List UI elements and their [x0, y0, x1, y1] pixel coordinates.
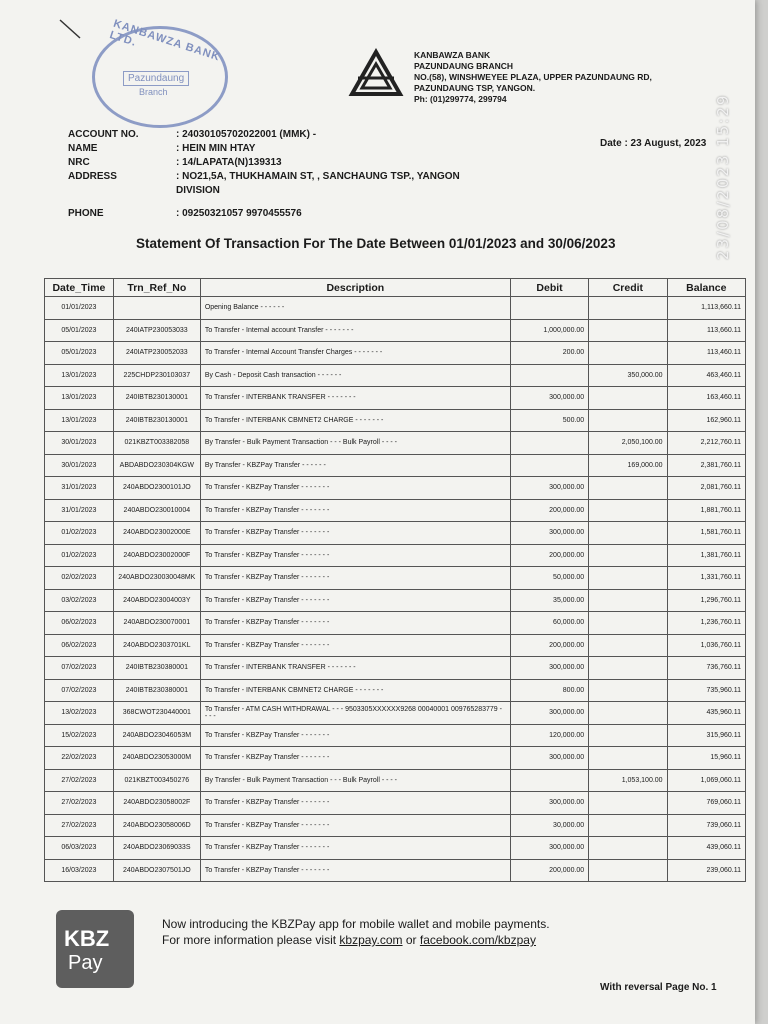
- table-row: [45, 679, 746, 702]
- table-row: [45, 859, 746, 882]
- cell-ref: 240ABDO23004003Y: [113, 589, 200, 612]
- cell-date: 07/02/2023: [45, 679, 114, 702]
- statement-date: Date : 23 August, 2023: [600, 138, 707, 149]
- cell-description: To Transfer - KBZPay Transfer - - - - - - -: [200, 499, 510, 522]
- cell-balance: 735,960.11: [667, 679, 745, 702]
- cell-ref: 021KBZT003450276: [113, 769, 200, 792]
- cell-ref: 240ABDO23046053M: [113, 724, 200, 747]
- cell-description: By Transfer - Bulk Payment Transaction - - - Bulk Payroll - - - -: [200, 432, 510, 455]
- cell-description: By Transfer - Bulk Payment Transaction - - - Bulk Payroll - - - -: [200, 769, 510, 792]
- table-row: [45, 657, 746, 680]
- cell-credit: [589, 589, 667, 612]
- cell-date: 31/01/2023: [45, 499, 114, 522]
- table-row: [45, 837, 746, 860]
- header-balance: Balance: [667, 279, 745, 297]
- table-row: [45, 612, 746, 635]
- promo-line2-mid: or: [402, 933, 420, 947]
- cell-debit: 50,000.00: [510, 567, 588, 590]
- table-row: [45, 454, 746, 477]
- promo-line2: [162, 932, 550, 948]
- cell-debit: [510, 432, 588, 455]
- cell-description: To Transfer - KBZPay Transfer - - - - - - -: [200, 792, 510, 815]
- cell-credit: [589, 747, 667, 770]
- cell-balance: 315,960.11: [667, 724, 745, 747]
- cell-date: 05/01/2023: [45, 319, 114, 342]
- table-row: [45, 724, 746, 747]
- cell-credit: [589, 567, 667, 590]
- cell-debit: 120,000.00: [510, 724, 588, 747]
- table-header-row: [45, 279, 746, 297]
- header-debit: Debit: [510, 279, 588, 297]
- cell-description: To Transfer - Internal Account Transfer Charges - - - - - - -: [200, 342, 510, 365]
- cell-date: 13/02/2023: [45, 702, 114, 725]
- cell-credit: 2,050,100.00: [589, 432, 667, 455]
- cell-description: To Transfer - KBZPay Transfer - - - - - - -: [200, 567, 510, 590]
- cell-credit: [589, 702, 667, 725]
- account-info: [68, 128, 460, 198]
- cell-date: 01/01/2023: [45, 297, 114, 320]
- cell-ref: [113, 297, 200, 320]
- cell-credit: [589, 499, 667, 522]
- cell-date: 06/02/2023: [45, 634, 114, 657]
- header-credit: Credit: [589, 279, 667, 297]
- cell-credit: [589, 319, 667, 342]
- cell-ref: 368CWOT230440001: [113, 702, 200, 725]
- cell-ref: 240ABDO23058006D: [113, 814, 200, 837]
- cell-credit: [589, 387, 667, 410]
- cell-credit: [589, 342, 667, 365]
- cell-balance: 1,296,760.11: [667, 589, 745, 612]
- cell-description: By Cash - Deposit Cash transaction - - - - - -: [200, 364, 510, 387]
- cell-credit: [589, 409, 667, 432]
- cell-description: To Transfer - KBZPay Transfer - - - - - - -: [200, 747, 510, 770]
- cell-ref: 240ABDO230070001: [113, 612, 200, 635]
- cell-credit: 1,053,100.00: [589, 769, 667, 792]
- cell-ref: 240ABDO23069033S: [113, 837, 200, 860]
- cell-debit: [510, 769, 588, 792]
- cell-date: 01/02/2023: [45, 522, 114, 545]
- bank-info: [414, 50, 652, 105]
- cell-credit: [589, 657, 667, 680]
- cell-debit: 200,000.00: [510, 859, 588, 882]
- cell-description: To Transfer - KBZPay Transfer - - - - - - -: [200, 814, 510, 837]
- cell-date: 30/01/2023: [45, 454, 114, 477]
- cell-date: 13/01/2023: [45, 387, 114, 410]
- address-value: : NO21,5A, THUKHAMAIN ST, , SANCHAUNG TSP., YANGON: [176, 171, 460, 182]
- cell-balance: 1,236,760.11: [667, 612, 745, 635]
- statement-title: Statement Of Transaction For The Date Between 01/01/2023 and 30/06/2023: [136, 236, 616, 251]
- cell-date: 16/03/2023: [45, 859, 114, 882]
- table-row: [45, 477, 746, 500]
- cell-debit: 300,000.00: [510, 387, 588, 410]
- cell-date: 27/02/2023: [45, 792, 114, 815]
- table-row: [45, 792, 746, 815]
- cell-description: By Transfer - KBZPay Transfer - - - - - -: [200, 454, 510, 477]
- cell-debit: 35,000.00: [510, 589, 588, 612]
- name-value: : HEIN MIN HTAY: [176, 143, 256, 154]
- account-no-value: : 24030105702022001 (MMK) -: [176, 129, 317, 140]
- header-trn-ref-no: Trn_Ref_No: [113, 279, 200, 297]
- cell-credit: [589, 724, 667, 747]
- cell-date: 13/01/2023: [45, 364, 114, 387]
- cell-credit: 169,000.00: [589, 454, 667, 477]
- cell-debit: 300,000.00: [510, 522, 588, 545]
- cell-ref: 225CHDP230103037: [113, 364, 200, 387]
- table-row: [45, 499, 746, 522]
- cell-debit: [510, 364, 588, 387]
- nrc-value: : 14/LAPATA(N)139313: [176, 157, 282, 168]
- cell-debit: 200,000.00: [510, 634, 588, 657]
- account-no-label: ACCOUNT NO.: [68, 129, 139, 140]
- cell-balance: 1,331,760.11: [667, 567, 745, 590]
- cell-debit: 300,000.00: [510, 792, 588, 815]
- cell-date: 06/02/2023: [45, 612, 114, 635]
- cell-balance: 739,060.11: [667, 814, 745, 837]
- stamp-branch-label: Branch: [139, 87, 168, 97]
- cell-description: Opening Balance - - - - - -: [200, 297, 510, 320]
- cell-balance: 113,660.11: [667, 319, 745, 342]
- cell-debit: 30,000.00: [510, 814, 588, 837]
- cell-date: 05/01/2023: [45, 342, 114, 365]
- cell-description: To Transfer - KBZPay Transfer - - - - - - -: [200, 477, 510, 500]
- bank-name: KANBAWZA BANK: [414, 50, 491, 60]
- cell-credit: [589, 814, 667, 837]
- cell-ref: 240IBTB230130001: [113, 387, 200, 410]
- cell-date: 31/01/2023: [45, 477, 114, 500]
- cell-debit: 300,000.00: [510, 477, 588, 500]
- cell-date: 27/02/2023: [45, 769, 114, 792]
- cell-date: 02/02/2023: [45, 567, 114, 590]
- cell-ref: 240ABDO2300101JO: [113, 477, 200, 500]
- cell-ref: 240ABDO230030048MK: [113, 567, 200, 590]
- bank-address-1: NO.(58), WINSHWEYEE PLAZA, UPPER PAZUNDAUNG RD,: [414, 72, 652, 82]
- cell-debit: 1,000,000.00: [510, 319, 588, 342]
- cell-balance: 1,581,760.11: [667, 522, 745, 545]
- bank-address-2: PAZUNDAUNG TSP, YANGON.: [414, 83, 536, 93]
- cell-balance: 1,069,060.11: [667, 769, 745, 792]
- cell-date: 07/02/2023: [45, 657, 114, 680]
- kbzpay-link[interactable]: kbzpay.com: [339, 933, 403, 947]
- cell-description: To Transfer - INTERBANK TRANSFER - - - - - - -: [200, 387, 510, 410]
- table-row: [45, 319, 746, 342]
- cell-balance: 769,060.11: [667, 792, 745, 815]
- photo-timestamp: 23/08/2023 15:29: [714, 93, 732, 260]
- cell-date: 13/01/2023: [45, 409, 114, 432]
- table-row: [45, 297, 746, 320]
- cell-balance: 15,960.11: [667, 747, 745, 770]
- stamp-branch-text: Pazundaung: [123, 71, 189, 86]
- cell-debit: 200,000.00: [510, 499, 588, 522]
- cell-credit: [589, 837, 667, 860]
- phone-info: [68, 208, 302, 219]
- cell-description: To Transfer - KBZPay Transfer - - - - - - -: [200, 544, 510, 567]
- table-row: [45, 634, 746, 657]
- cell-ref: 240ABDO2303701KL: [113, 634, 200, 657]
- address-value-2: DIVISION: [176, 185, 220, 196]
- cell-date: 06/03/2023: [45, 837, 114, 860]
- cell-debit: 300,000.00: [510, 837, 588, 860]
- cell-description: To Transfer - KBZPay Transfer - - - - - - -: [200, 522, 510, 545]
- cell-debit: 300,000.00: [510, 747, 588, 770]
- cell-debit: 200,000.00: [510, 544, 588, 567]
- kbzpay-logo-line1: KBZ: [64, 926, 110, 951]
- cell-credit: [589, 522, 667, 545]
- cell-description: To Transfer - KBZPay Transfer - - - - - - -: [200, 612, 510, 635]
- cell-debit: 200.00: [510, 342, 588, 365]
- table-row: [45, 432, 746, 455]
- cell-description: To Transfer - Internal account Transfer - - - - - - -: [200, 319, 510, 342]
- table-row: [45, 544, 746, 567]
- address-label: ADDRESS: [68, 171, 117, 182]
- cell-credit: [589, 477, 667, 500]
- cell-ref: 240IATP230053033: [113, 319, 200, 342]
- cell-debit: 300,000.00: [510, 657, 588, 680]
- cell-credit: 350,000.00: [589, 364, 667, 387]
- promo-text: [162, 916, 550, 948]
- table-row: [45, 814, 746, 837]
- table-row: [45, 409, 746, 432]
- cell-debit: 300,000.00: [510, 702, 588, 725]
- cell-ref: 240ABDO23058002F: [113, 792, 200, 815]
- header-date-time: Date_Time: [45, 279, 114, 297]
- cell-date: 03/02/2023: [45, 589, 114, 612]
- cell-ref: 240ABDO23002000F: [113, 544, 200, 567]
- cell-credit: [589, 544, 667, 567]
- cell-ref: 240IBTB230380001: [113, 679, 200, 702]
- cell-description: To Transfer - KBZPay Transfer - - - - - - -: [200, 634, 510, 657]
- cell-date: 30/01/2023: [45, 432, 114, 455]
- phone-value: : 09250321057 9970455576: [176, 208, 302, 219]
- promo-line1: Now introducing the KBZPay app for mobile wallet and mobile payments.: [162, 917, 550, 931]
- page-number: With reversal Page No. 1: [600, 982, 717, 993]
- cell-ref: 240IBTB230380001: [113, 657, 200, 680]
- header-description: Description: [200, 279, 510, 297]
- cell-debit: 60,000.00: [510, 612, 588, 635]
- facebook-link[interactable]: facebook.com/kbzpay: [419, 933, 536, 947]
- cell-credit: [589, 859, 667, 882]
- table-row: [45, 589, 746, 612]
- table-row: [45, 567, 746, 590]
- table-row: [45, 702, 746, 725]
- cell-ref: ABDABDO230304KGW: [113, 454, 200, 477]
- cell-debit: 800.00: [510, 679, 588, 702]
- transactions-table: [44, 278, 746, 882]
- cell-balance: 435,960.11: [667, 702, 745, 725]
- table-row: [45, 522, 746, 545]
- cell-debit: 500.00: [510, 409, 588, 432]
- table-row: [45, 364, 746, 387]
- cell-credit: [589, 679, 667, 702]
- cell-ref: 240IBTB230130001: [113, 409, 200, 432]
- table-row: [45, 769, 746, 792]
- cell-credit: [589, 634, 667, 657]
- bank-stamp: [92, 17, 228, 128]
- table-row: [45, 747, 746, 770]
- cell-date: 22/02/2023: [45, 747, 114, 770]
- cell-description: To Transfer - INTERBANK CBMNET2 CHARGE - - - - - - -: [200, 679, 510, 702]
- cell-balance: 239,060.11: [667, 859, 745, 882]
- cell-debit: [510, 297, 588, 320]
- cell-date: 15/02/2023: [45, 724, 114, 747]
- cell-ref: 240ABDO23002000E: [113, 522, 200, 545]
- cell-description: To Transfer - ATM CASH WITHDRAWAL - - - 9503305XXXXXX9268 00040001 009765283779 - - - -: [200, 702, 510, 725]
- cell-ref: 240IATP230052033: [113, 342, 200, 365]
- cell-ref: 021KBZT003382058: [113, 432, 200, 455]
- cell-credit: [589, 297, 667, 320]
- cell-balance: 439,060.11: [667, 837, 745, 860]
- cell-debit: [510, 454, 588, 477]
- cell-description: To Transfer - KBZPay Transfer - - - - - - -: [200, 724, 510, 747]
- cell-balance: 2,081,760.11: [667, 477, 745, 500]
- pen-mark-icon: [58, 18, 84, 40]
- cell-balance: 736,760.11: [667, 657, 745, 680]
- promo-line2-prefix: For more information please visit: [162, 933, 340, 947]
- cell-description: To Transfer - INTERBANK CBMNET2 CHARGE - - - - - - -: [200, 409, 510, 432]
- name-label: NAME: [68, 143, 98, 154]
- cell-ref: 240ABDO230010004: [113, 499, 200, 522]
- cell-balance: 113,460.11: [667, 342, 745, 365]
- cell-balance: 463,460.11: [667, 364, 745, 387]
- cell-balance: 162,960.11: [667, 409, 745, 432]
- cell-balance: 1,113,660.11: [667, 297, 745, 320]
- bank-phone: Ph: (01)299774, 299794: [414, 94, 507, 104]
- nrc-label: NRC: [68, 157, 90, 168]
- cell-balance: 1,036,760.11: [667, 634, 745, 657]
- cell-description: To Transfer - KBZPay Transfer - - - - - - -: [200, 859, 510, 882]
- cell-description: To Transfer - INTERBANK TRANSFER - - - - - - -: [200, 657, 510, 680]
- cell-description: To Transfer - KBZPay Transfer - - - - - - -: [200, 837, 510, 860]
- kbzpay-logo-line2: Pay: [68, 952, 103, 974]
- cell-credit: [589, 612, 667, 635]
- phone-label: PHONE: [68, 208, 104, 219]
- kbzpay-logo: [56, 910, 134, 988]
- cell-balance: 2,381,760.11: [667, 454, 745, 477]
- cell-description: To Transfer - KBZPay Transfer - - - - - - -: [200, 589, 510, 612]
- table-row: [45, 387, 746, 410]
- cell-balance: 2,212,760.11: [667, 432, 745, 455]
- cell-balance: 163,460.11: [667, 387, 745, 410]
- cell-date: 27/02/2023: [45, 814, 114, 837]
- table-row: [45, 342, 746, 365]
- cell-ref: 240ABDO2307501JO: [113, 859, 200, 882]
- cell-ref: 240ABDO23053000M: [113, 747, 200, 770]
- stamp-top-text: KANBAWZA BANK LTD.: [108, 17, 222, 64]
- cell-credit: [589, 792, 667, 815]
- cell-balance: 1,381,760.11: [667, 544, 745, 567]
- cell-balance: 1,881,760.11: [667, 499, 745, 522]
- cell-date: 01/02/2023: [45, 544, 114, 567]
- kbz-bank-logo-icon: [348, 48, 404, 100]
- bank-branch: PAZUNDAUNG BRANCH: [414, 61, 514, 71]
